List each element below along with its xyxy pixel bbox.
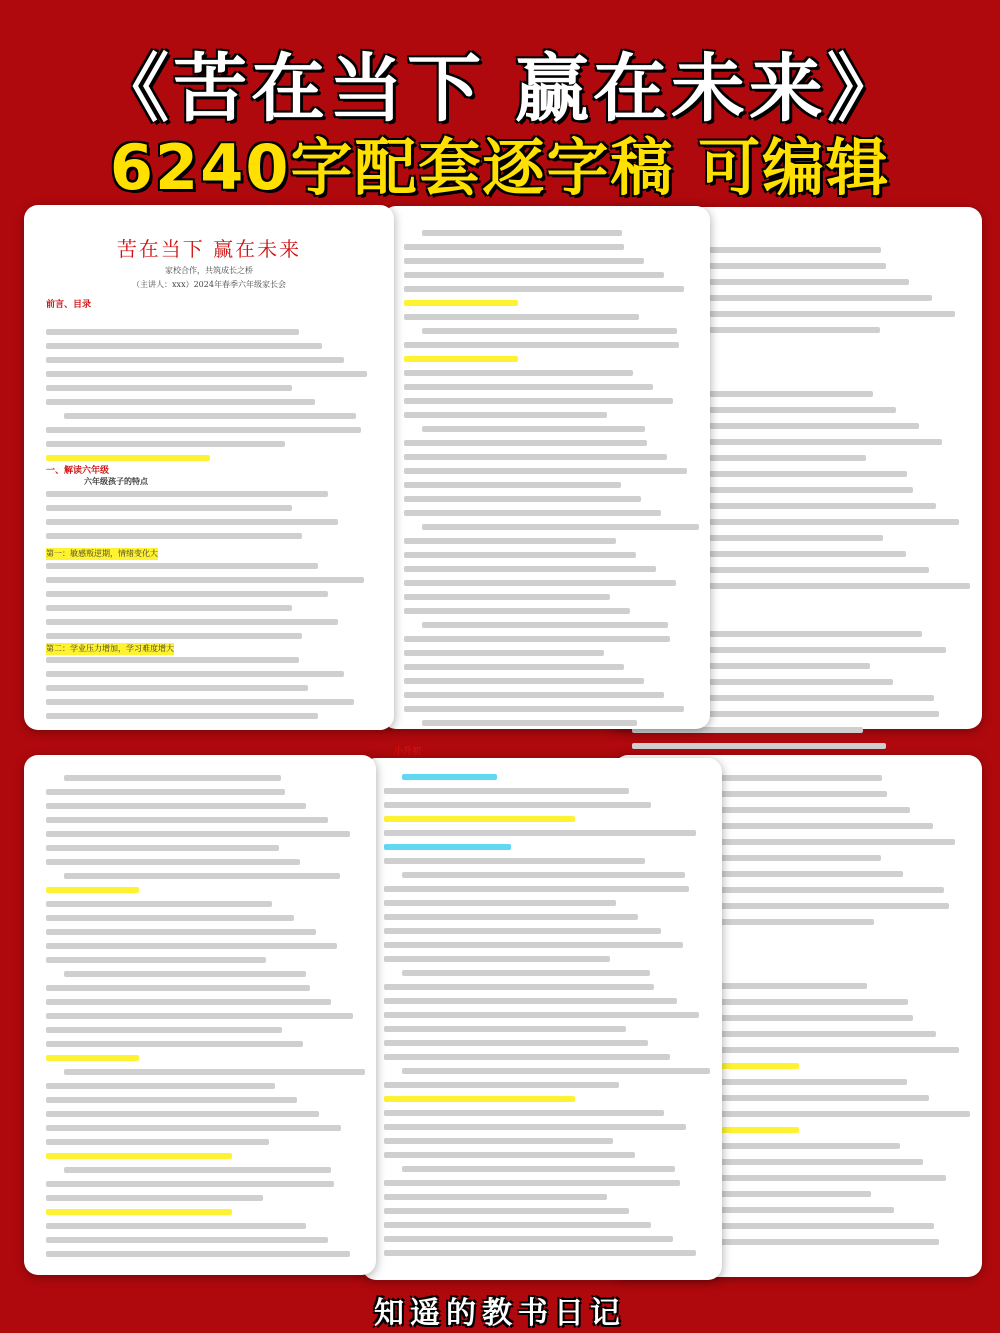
text-line	[46, 533, 302, 539]
text-line	[384, 984, 654, 990]
text-line	[384, 1208, 629, 1214]
text-line	[46, 831, 350, 837]
text-line	[384, 1236, 673, 1242]
highlight-heading-1: 第一：敏感叛逆期，情绪变化大	[46, 549, 158, 558]
text-line	[384, 1250, 696, 1256]
text-line	[46, 591, 328, 597]
doc-title: 苦在当下 赢在未来	[116, 237, 302, 261]
text-line	[404, 482, 621, 488]
text-line	[404, 496, 641, 502]
text-line	[404, 440, 647, 446]
poster-title: 《苦在当下 赢在未来》	[95, 46, 905, 132]
text-line	[46, 1041, 303, 1047]
text-line	[384, 858, 645, 864]
text-line	[404, 314, 639, 320]
text-line	[46, 957, 266, 963]
text-line	[384, 802, 651, 808]
text-line	[402, 872, 685, 878]
text-line	[384, 900, 616, 906]
doc-page-top-middle	[382, 206, 710, 757]
text-line	[404, 454, 667, 460]
text-line	[46, 1223, 306, 1229]
text-line	[46, 619, 338, 625]
text-line	[384, 1124, 686, 1130]
text-line	[46, 1125, 341, 1131]
text-line	[422, 524, 699, 530]
text-line	[402, 970, 650, 976]
text-line	[422, 230, 622, 236]
text-line	[46, 999, 331, 1005]
highlight-heading-2: 第二：学业压力增加，学习难度增大	[46, 644, 174, 653]
text-line	[46, 915, 294, 921]
text-line	[46, 563, 318, 569]
text-line	[402, 774, 497, 780]
text-line	[404, 370, 633, 376]
text-line	[46, 887, 139, 893]
text-line	[64, 1069, 365, 1075]
text-line	[422, 622, 668, 628]
doc-page-bottom-middle	[362, 758, 722, 1280]
text-line	[46, 685, 308, 691]
text-line	[46, 845, 279, 851]
text-line	[46, 713, 318, 719]
poster-subtitle: 6240字配套逐字稿 可编辑	[109, 131, 891, 204]
text-line	[384, 830, 696, 836]
text-line	[404, 272, 664, 278]
text-line	[46, 929, 316, 935]
text-line	[402, 1166, 675, 1172]
text-line	[46, 1139, 269, 1145]
text-line	[422, 328, 677, 334]
text-line	[402, 1068, 710, 1074]
text-line	[384, 1054, 670, 1060]
text-line	[384, 1194, 607, 1200]
text-line	[46, 577, 364, 583]
text-line	[384, 1152, 635, 1158]
text-line	[404, 412, 607, 418]
text-line	[404, 510, 661, 516]
text-line	[384, 886, 689, 892]
text-line	[404, 678, 644, 684]
text-line	[46, 633, 302, 639]
text-line	[46, 1209, 232, 1215]
text-line	[384, 1222, 651, 1228]
text-line	[384, 942, 683, 948]
text-line	[46, 1237, 328, 1243]
text-line	[404, 286, 684, 292]
text-line	[46, 505, 292, 511]
text-line	[46, 385, 292, 391]
text-line	[384, 956, 610, 962]
text-line	[404, 594, 610, 600]
text-line	[384, 928, 661, 934]
doc-subtitle-1: 家校合作，共筑成长之桥	[165, 266, 253, 275]
text-line	[404, 244, 624, 250]
text-line	[384, 1026, 626, 1032]
text-line	[404, 468, 687, 474]
text-line	[404, 356, 518, 362]
text-line	[46, 1181, 334, 1187]
text-line	[384, 1096, 575, 1102]
text-line	[384, 1138, 613, 1144]
text-line	[384, 788, 629, 794]
text-line	[384, 1082, 619, 1088]
text-line	[46, 343, 322, 349]
text-line	[46, 329, 299, 335]
text-line	[404, 608, 630, 614]
text-line	[46, 1251, 350, 1257]
text-line	[46, 1195, 263, 1201]
text-line	[384, 1180, 680, 1186]
text-line	[46, 427, 361, 433]
text-line	[422, 426, 645, 432]
text-line	[64, 413, 356, 419]
text-line	[384, 816, 575, 822]
text-line	[404, 258, 644, 264]
text-line	[404, 300, 518, 306]
text-line	[46, 1083, 275, 1089]
section-preface: 前言、目录	[46, 300, 92, 310]
text-line	[46, 441, 285, 447]
text-line	[46, 371, 367, 377]
text-line	[46, 943, 337, 949]
section-part-one: 一、解读六年级	[46, 466, 110, 476]
text-line	[46, 491, 328, 497]
text-line	[46, 803, 306, 809]
text-line	[46, 901, 272, 907]
text-line	[46, 1111, 319, 1117]
text-line	[384, 1110, 664, 1116]
text-line	[632, 743, 886, 749]
text-line	[404, 552, 636, 558]
text-line	[46, 1055, 139, 1061]
text-line	[422, 720, 637, 726]
text-line	[404, 664, 624, 670]
text-line	[404, 580, 676, 586]
doc-subtitle-2: （主讲人：xxx）2024年春季六年级家长会	[132, 280, 286, 289]
text-line	[46, 699, 354, 705]
text-line	[46, 399, 315, 405]
text-line	[46, 605, 292, 611]
text-line	[384, 1012, 699, 1018]
text-line	[404, 636, 670, 642]
text-line	[384, 844, 511, 850]
text-line	[404, 650, 604, 656]
text-line	[46, 1013, 353, 1019]
subsection-heading: 六年级孩子的特点	[84, 476, 148, 486]
doc-page-bottom-left	[24, 755, 376, 1275]
author-footer: 知遥的教书日记	[374, 1296, 626, 1331]
text-line	[404, 692, 664, 698]
text-line	[384, 998, 677, 1004]
text-line	[46, 455, 210, 461]
text-line	[404, 384, 653, 390]
text-line	[384, 914, 638, 920]
text-line	[404, 538, 616, 544]
text-line	[46, 1027, 282, 1033]
text-line	[46, 1097, 297, 1103]
text-line	[64, 971, 306, 977]
text-line	[46, 671, 344, 677]
text-line	[404, 566, 656, 572]
text-line	[384, 1040, 648, 1046]
text-line	[404, 342, 679, 348]
text-line	[46, 859, 300, 865]
text-line	[46, 1153, 232, 1159]
text-line	[46, 817, 328, 823]
text-line	[46, 357, 344, 363]
text-line	[46, 657, 299, 663]
text-line	[404, 706, 684, 712]
section-heading-xiaoshengchu: 小升初	[394, 747, 422, 757]
doc-page-top-left	[24, 205, 394, 730]
text-line	[64, 775, 281, 781]
text-line	[46, 519, 338, 525]
text-line	[46, 985, 310, 991]
text-line	[404, 398, 673, 404]
text-line	[46, 789, 285, 795]
text-line	[64, 1167, 331, 1173]
text-line	[64, 873, 340, 879]
